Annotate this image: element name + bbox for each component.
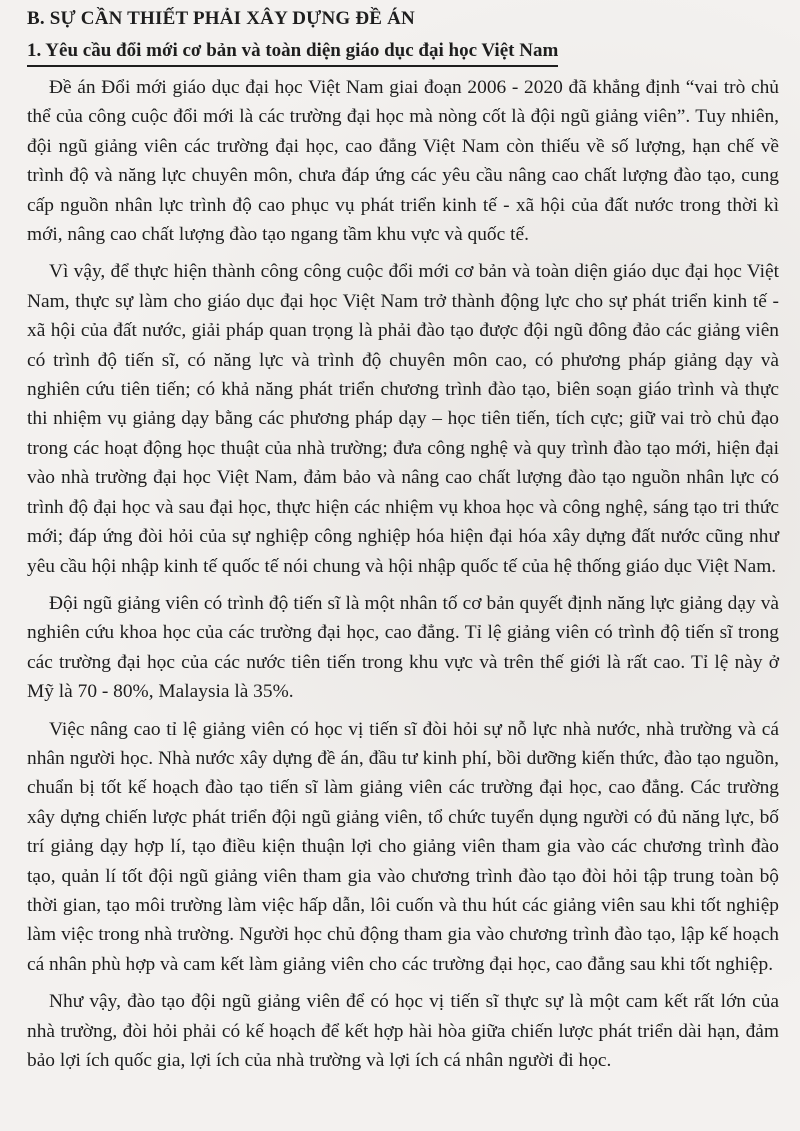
paragraph-4: Việc nâng cao tỉ lệ giảng viên có học vị tiến sĩ đòi hỏi sự nỗ lực nhà nước, nhà trường và cá nhân người học. Nhà nước xây dựng đề án, đầu tư kinh phí, bồi dưỡng kiến thức, đào tạo nguồn, chuẩn bị tốt kế hoạch đào tạo tiến sĩ làm giảng viên các trường đại học, cao đẳng. Các trường xây dựng chiến lược phát triển đội ngũ giảng viên, tổ chức tuyển dụng người có đủ năng lực, bố trí giảng dạy hợp lí, tạo điều kiện thuận lợi cho giảng viên tham gia vào các chương trình đào tạo, quản lí tốt đội ngũ giảng viên tham gia vào chương trình đào tạo đòi hỏi tập trung toàn bộ thời gian, tạo môi trường làm việc hấp dẫn, lôi cuốn và thu hút các giảng viên sau khi tốt nghiệp làm việc trong nhà trường. Người học chủ động tham gia vào chương trình đào tạo, lập kế hoạch cá nhân phù hợp và cam kết làm giảng viên cho các trường đại học, cao đẳng sau khi tốt nghiệp. <box>27 718 779 975</box>
section-heading: B. SỰ CẦN THIẾT PHẢI XÂY DỰNG ĐỀ ÁN <box>27 8 415 29</box>
paragraph-1: Đề án Đổi mới giáo dục đại học Việt Nam giai đoạn 2006 - 2020 đã khẳng định “vai trò chủ thể của công cuộc đổi mới là các trường đại học mà nòng cốt là đội ngũ giảng viên”. Tuy nhiên, đội ngũ giảng viên các trường đại học, cao đẳng Việt Nam còn thiếu về số lượng, hạn chế về trình độ và năng lực chuyên môn, chưa đáp ứng các yêu cầu nâng cao chất lượng đào tạo, cung cấp nguồn nhân lực trình độ cao phục vụ phát triển kinh tế - xã hội của đất nước trong thời kì mới, nâng cao chất lượng đào tạo ngang tầm khu vực và quốc tế. <box>27 77 779 246</box>
document-body <box>27 6 779 1083</box>
subsection-heading: 1. Yêu cầu đổi mới cơ bản và toàn diện giáo dục đại học Việt Nam <box>27 38 558 67</box>
paragraph-2: Vì vậy, để thực hiện thành công công cuộc đổi mới cơ bản và toàn diện giáo dục đại học Việt Nam, thực sự làm cho giáo dục đại học Việt Nam trở thành động lực cho sự phát triển kinh tế - xã hội của đất nước, giải pháp quan trọng là phải đào tạo được đội ngũ đông đảo các giảng viên có trình độ tiến sĩ, có năng lực và trình độ chuyên môn cao, có phương pháp giảng dạy và nghiên cứu tiên tiến; có khả năng phát triển chương trình đào tạo, biên soạn giáo trình và thực thi nhiệm vụ giảng dạy bằng các phương pháp dạy – học tiên tiến, tích cực; giữ vai trò chủ đạo trong các hoạt động học thuật của nhà trường; đưa công nghệ và quy trình đào tạo mới, hiện đại vào nhà trường đại học Việt Nam, đảm bảo và nâng cao chất lượng đào tạo nguồn nhân lực có trình độ đại học và sau đại học, thực hiện các nhiệm vụ khoa học và công nghệ, sáng tạo tri thức mới; đáp ứng đòi hỏi của sự nghiệp công nghiệp hóa hiện đại hóa xây dựng đất nước cũng như yêu cầu hội nhập kinh tế quốc tế nói chung và hội nhập quốc tế của hệ thống giáo dục Việt Nam. <box>27 261 779 577</box>
paragraph-5: Như vậy, đào tạo đội ngũ giảng viên để có học vị tiến sĩ thực sự là một cam kết rất lớn của nhà trường, đòi hỏi phải có kế hoạch để kết hợp hài hòa giữa chiến lược phát triển dài hạn, đảm bảo lợi ích quốc gia, lợi ích của nhà trường và lợi ích cá nhân người đi học. <box>27 991 779 1071</box>
paragraph-3: Đội ngũ giảng viên có trình độ tiến sĩ là một nhân tố cơ bản quyết định năng lực giảng dạy và nghiên cứu khoa học của các trường đại học, cao đẳng. Tỉ lệ giảng viên có trình độ tiến sĩ trong các trường đại học của các nước tiên tiến trong khu vực và trên thế giới là rất cao. Tỉ lệ này ở Mỹ là 70 - 80%, Malaysia là 35%. <box>27 592 779 703</box>
